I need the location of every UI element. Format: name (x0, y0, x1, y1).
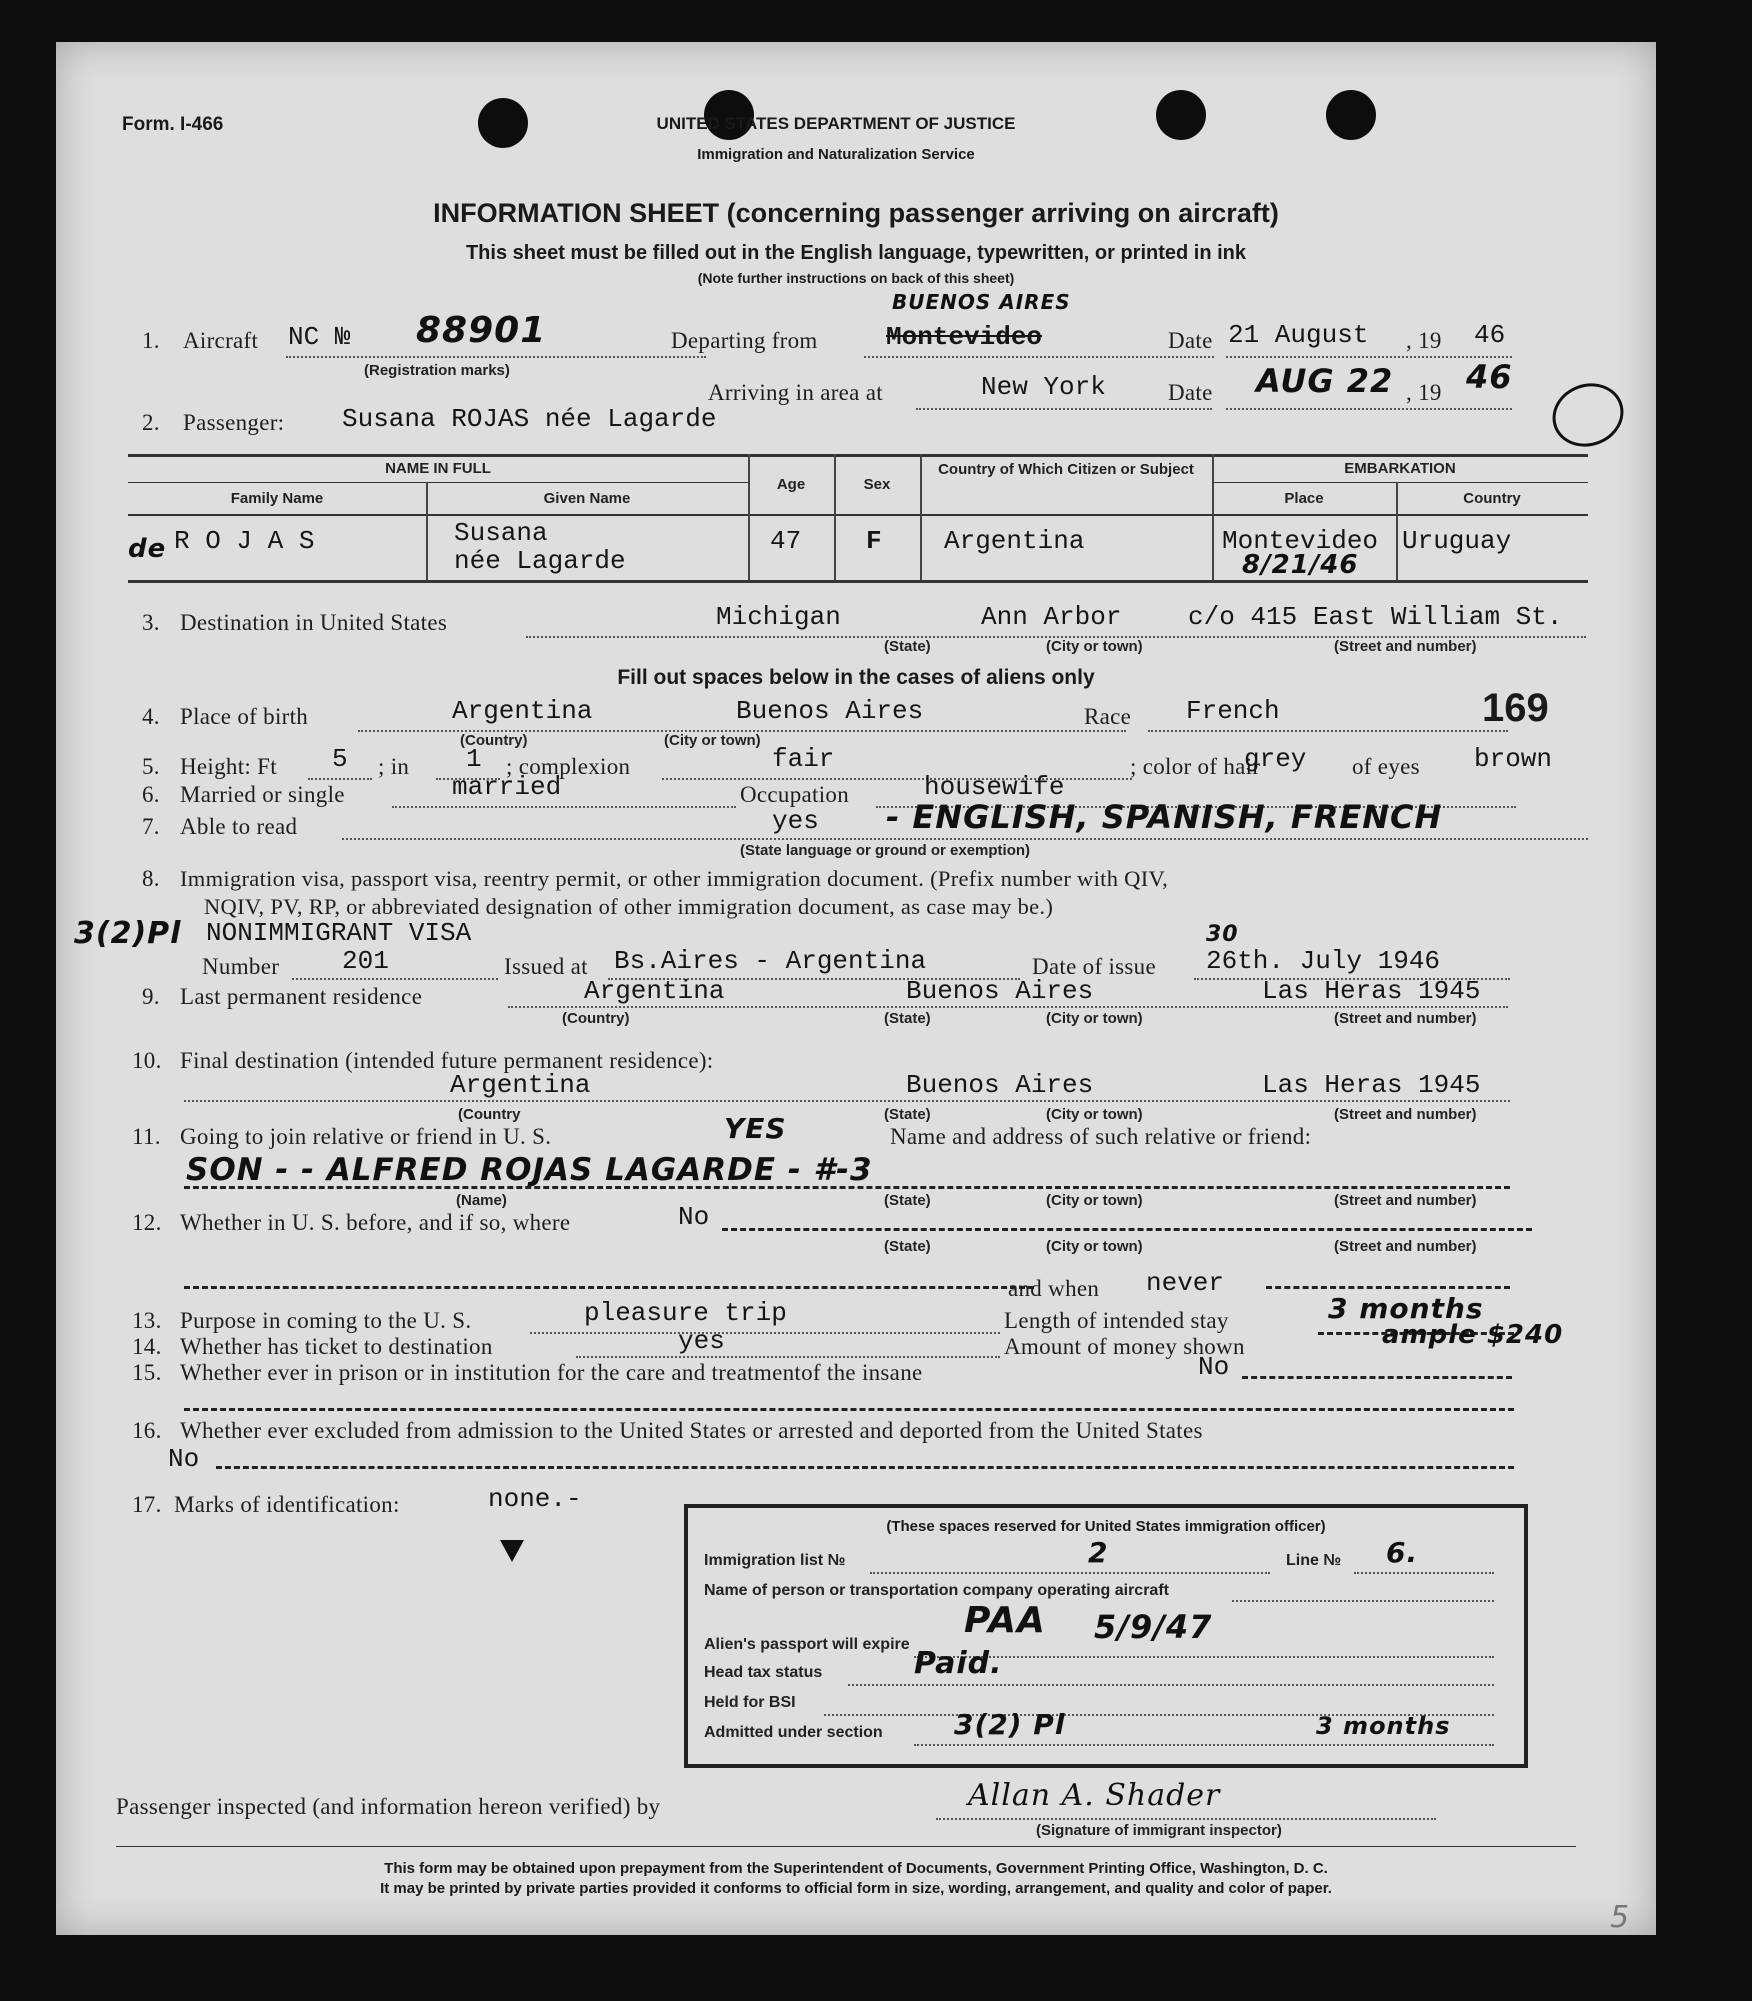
country-header: Country (1463, 490, 1521, 507)
destination-label: Destination in United States (180, 610, 448, 635)
line-number-line (1354, 1572, 1494, 1574)
excluded-line (216, 1466, 1514, 1469)
race-value: French (1186, 696, 1280, 726)
departing-label: Departing from (671, 328, 818, 353)
when-value: never (1146, 1268, 1225, 1298)
visa-number: 201 (342, 946, 389, 976)
immigration-list-line (870, 1572, 1270, 1574)
section-duration: 3 months (1316, 1712, 1451, 1740)
item12-number: 12. (132, 1210, 162, 1235)
line-number-value: 6. (1386, 1536, 1419, 1569)
signature-line (936, 1818, 1436, 1820)
head-tax-line (848, 1684, 1494, 1686)
issue-date-correction: 30 (1206, 922, 1239, 947)
year1-prefix: , 19 (1406, 328, 1442, 353)
when-line (1266, 1286, 1510, 1289)
item4-number: 4. (142, 704, 160, 729)
arrow-mark (500, 1540, 524, 1562)
prison-line (1242, 1376, 1512, 1379)
table-divider (748, 454, 750, 580)
destination-city-caption: (City or town) (1046, 638, 1143, 655)
sex-value: F (866, 526, 882, 556)
identification-value: none.- (488, 1484, 582, 1514)
final-country-caption: (Country (458, 1106, 521, 1123)
previous-visit-value: No (678, 1202, 710, 1232)
item14-number: 14. (132, 1334, 162, 1359)
when-label: and when (1008, 1276, 1100, 1301)
previous-visit-street-caption: (Street and number) (1334, 1238, 1477, 1255)
sex-header: Sex (863, 476, 891, 493)
registration-caption: (Registration marks) (364, 362, 510, 379)
departing-value: Montevideo (886, 322, 1043, 352)
year2-value: 46 (1466, 358, 1513, 396)
prison-label: Whether ever in prison or in institution for the care and treatmentof the insane (180, 1360, 923, 1385)
inches-label: ; in (378, 754, 410, 779)
name-in-full-header: NAME IN FULL (385, 460, 491, 477)
year2-prefix: , 19 (1406, 380, 1442, 405)
race-line (1148, 730, 1508, 732)
form-title: INFORMATION SHEET (concerning passenger arriving on aircraft) (433, 198, 1279, 228)
stay-label: Length of intended stay (1004, 1308, 1229, 1333)
stamp-number: 169 (1482, 686, 1549, 730)
section-value: 3(2) Pl (954, 1708, 1066, 1741)
final-city-caption: (City or town) (1046, 1106, 1143, 1123)
read-label: Able to read (180, 814, 298, 839)
year1-value: 46 (1474, 320, 1506, 350)
form-page (56, 42, 1656, 1935)
date1-value: 21 August (1228, 320, 1369, 350)
arriving-value: New York (981, 372, 1106, 402)
money-label: Amount of money shown (1004, 1334, 1245, 1359)
relative-line (184, 1186, 1510, 1189)
join-relative-label: Going to join relative or friend in U. S. (180, 1124, 552, 1149)
footer-line2: It may be printed by private parties provided it conforms to official form in size, wording, arrangement, and quality and color of paper. (380, 1880, 1332, 1897)
aircraft-label: Aircraft (183, 328, 259, 353)
height-label: Height: Ft (180, 754, 277, 779)
bsi-label: Held for BSI (704, 1694, 796, 1711)
departing-line (864, 356, 1214, 358)
eyes-value: brown (1474, 744, 1553, 774)
embarkation-rule (1212, 482, 1588, 483)
ticket-value: yes (678, 1326, 725, 1356)
issued-label: Issued at (504, 954, 588, 979)
item3-number: 3. (142, 610, 160, 635)
purpose-line (530, 1332, 1000, 1334)
birth-label: Place of birth (180, 704, 309, 729)
previous-visit-state-caption: (State) (884, 1238, 931, 1255)
section-line (914, 1744, 1494, 1746)
item9-number: 9. (142, 984, 160, 1009)
corner-page-number: 5 (1610, 1900, 1631, 1935)
relative-city-caption: (City or town) (1046, 1192, 1143, 1209)
officer-box-heading: (These spaces reserved for United States immigration officer) (886, 1518, 1326, 1535)
visa-margin-note: 3(2)Pl (74, 916, 182, 951)
family-prefix: de (128, 534, 167, 564)
item1-number: 1. (142, 328, 160, 353)
visa-number-label: Number (202, 954, 280, 979)
passenger-label: Passenger: (183, 410, 285, 435)
occupation-label: Occupation (740, 782, 850, 807)
table-header-rule (128, 514, 1588, 516)
officer-box (684, 1504, 1528, 1768)
destination-street-caption: (Street and number) (1334, 638, 1477, 655)
final-destination-label: Final destination (intended future permanent residence): (180, 1048, 714, 1073)
inspector-signature: Allan A. Shader (968, 1778, 1221, 1813)
marital-label: Married or single (180, 782, 345, 807)
ticket-line (576, 1356, 1000, 1358)
name-in-full-rule (128, 482, 748, 483)
citizen-header: Country of Which Citizen or Subject (938, 461, 1194, 478)
embarkation-header: EMBARKATION (1344, 460, 1456, 477)
service-name: Immigration and Naturalization Service (697, 146, 975, 163)
identification-label: Marks of identification: (174, 1492, 400, 1517)
item13-number: 13. (132, 1308, 162, 1333)
final-street-caption: (Street and number) (1334, 1106, 1477, 1123)
excluded-label: Whether ever excluded from admission to the United States or arrested and deported from the United States (180, 1418, 1203, 1443)
passport-expiry-value: 5/9/47 (1094, 1608, 1213, 1646)
birth-country: Argentina (452, 696, 593, 726)
aliens-heading: Fill out spaces below in the cases of aliens only (617, 666, 1095, 689)
aircraft-prefix: NC № (288, 322, 351, 352)
residence-state: Buenos Aires (906, 976, 1094, 1006)
marital-value: married (452, 772, 562, 802)
residence-country-caption: (Country) (562, 1010, 630, 1027)
embark-date-value: 8/21/46 (1242, 550, 1359, 580)
prison-value: No (1198, 1352, 1230, 1382)
item2-number: 2. (142, 410, 160, 435)
destination-street: c/o 415 East William St. (1188, 602, 1563, 632)
purpose-label: Purpose in coming to the U. S. (180, 1308, 472, 1333)
date1-label: Date (1168, 328, 1213, 353)
inspection-label: Passenger inspected (and information hereon verified) by (116, 1794, 661, 1819)
previous-visit-label: Whether in U. S. before, and if so, where (180, 1210, 571, 1235)
final-destination-line (184, 1100, 1510, 1102)
place-header: Place (1284, 490, 1324, 507)
final-state: Buenos Aires (906, 1070, 1094, 1100)
table-top-rule (128, 454, 1588, 457)
immigration-list-label: Immigration list № (704, 1552, 846, 1569)
residence-street: Las Heras 1945 (1262, 976, 1481, 1006)
item8-number: 8. (142, 866, 160, 891)
birth-country-caption: (Country) (460, 732, 528, 749)
destination-city: Ann Arbor (981, 602, 1122, 632)
age-value: 47 (770, 526, 802, 556)
feet-line (308, 778, 372, 780)
hair-value: grey (1244, 744, 1307, 774)
circle-mark (1544, 374, 1633, 457)
given-name-header: Given Name (543, 490, 631, 507)
money-value: ample $240 (1382, 1320, 1564, 1350)
item16-number: 16. (132, 1418, 162, 1443)
line-number-label: Line № (1286, 1552, 1342, 1569)
item7-number: 7. (142, 814, 160, 839)
relative-name-label: Name and address of such relative or friend: (890, 1124, 1312, 1149)
read-line (342, 838, 1588, 840)
issued-value: Bs.Aires - Argentina (614, 946, 927, 976)
final-country: Argentina (450, 1070, 591, 1100)
purpose-value: pleasure trip (584, 1298, 787, 1328)
date2-label: Date (1168, 380, 1213, 405)
join-relative-value: YES (724, 1112, 787, 1145)
table-divider (920, 454, 922, 580)
destination-state: Michigan (716, 602, 841, 632)
visa-number-line (292, 978, 498, 980)
punch-hole-far-right (1326, 90, 1376, 140)
footer-line1: This form may be obtained upon prepayment from the Superintendent of Documents, Government Printing Office, Washington, D. C. (384, 1860, 1328, 1877)
previous-visit-line2 (184, 1286, 1034, 1289)
date2-line (1226, 408, 1512, 410)
prison-line2 (184, 1408, 1514, 1411)
stay-value: 3 months (1328, 1292, 1484, 1325)
visa-doc-type: NONIMMIGRANT VISA (206, 918, 472, 948)
arriving-label: Arriving in area at (708, 380, 883, 405)
previous-visit-city-caption: (City or town) (1046, 1238, 1143, 1255)
date2-value: AUG 22 (1256, 362, 1394, 400)
birth-city-caption: (City or town) (664, 732, 761, 749)
form-note: (Note further instructions on back of this sheet) (697, 270, 1015, 286)
relative-street-caption: (Street and number) (1334, 1192, 1477, 1209)
relative-value: SON - - ALFRED ROJAS LAGARDE - #-3 (186, 1152, 873, 1188)
item8-text2: NQIV, PV, RP, or abbreviated designation of other immigration document, as case may be.) (204, 894, 1054, 919)
read-languages: - ENGLISH, SPANISH, FRENCH (886, 798, 1443, 836)
previous-visit-line (722, 1228, 1532, 1231)
form-subtitle: This sheet must be filled out in the English language, typewritten, or printed in ink (465, 242, 1247, 264)
item10-number: 10. (132, 1048, 162, 1073)
table-divider (834, 454, 836, 580)
item17-number: 17. (132, 1492, 162, 1517)
signature-caption: (Signature of immigrant inspector) (1036, 1822, 1282, 1839)
relative-name-caption: (Name) (456, 1192, 507, 1209)
residence-country: Argentina (584, 976, 725, 1006)
eyes-label: of eyes (1352, 754, 1420, 779)
punch-hole-left (478, 98, 528, 148)
residence-label: Last permanent residence (180, 984, 423, 1009)
hair-label: ; color of hair (1130, 754, 1261, 779)
ticket-label: Whether has ticket to destination (180, 1334, 493, 1359)
issue-date-label: Date of issue (1032, 954, 1156, 979)
passenger-value: Susana ROJAS née Lagarde (342, 404, 717, 434)
passport-expiry-label: Alien's passport will expire (704, 1636, 910, 1653)
citizen-value: Argentina (944, 526, 1085, 556)
footer-rule (116, 1846, 1576, 1847)
company-value: PAA (964, 1600, 1046, 1641)
aircraft-number: 88901 (416, 310, 547, 351)
head-tax-label: Head tax status (704, 1664, 823, 1681)
final-state-caption: (State) (884, 1106, 931, 1123)
residence-city-caption: (City or town) (1046, 1010, 1143, 1027)
residence-street-caption: (Street and number) (1334, 1010, 1477, 1027)
final-street: Las Heras 1945 (1262, 1070, 1481, 1100)
occupation-value: housewife (924, 772, 1065, 802)
issue-date-value: 26th. July 1946 (1206, 946, 1441, 976)
company-label: Name of person or transportation company operating aircraft (704, 1582, 1169, 1599)
race-label: Race (1084, 704, 1132, 729)
agency-name: UNITED STATES DEPARTMENT OF JUSTICE (656, 114, 1016, 133)
excluded-value: No (168, 1444, 200, 1474)
embark-country-value: Uruguay (1402, 526, 1512, 556)
punch-hole-right (1156, 90, 1206, 140)
item8-text1: Immigration visa, passport visa, reentry permit, or other immigration document. (Prefix number with QIV, (180, 866, 1169, 891)
complexion-label: ; complexion (506, 754, 631, 779)
item6-number: 6. (142, 782, 160, 807)
destination-state-caption: (State) (884, 638, 931, 655)
height-feet: 5 (332, 744, 348, 774)
form-number: Form. I-466 (122, 114, 224, 135)
marital-line (392, 806, 736, 808)
read-value: yes (772, 806, 819, 836)
immigration-list-value: 2 (1088, 1536, 1109, 1569)
residence-state-caption: (State) (884, 1010, 931, 1027)
aircraft-line (286, 356, 706, 358)
given-name-line1: Susana (454, 518, 548, 548)
item15-number: 15. (132, 1360, 162, 1385)
table-bottom-rule (128, 580, 1588, 583)
residence-line (508, 1006, 1508, 1008)
read-caption: (State language or ground or exemption) (740, 842, 1031, 859)
relative-state-caption: (State) (884, 1192, 931, 1209)
arriving-line (916, 408, 1212, 410)
item5-number: 5. (142, 754, 160, 779)
complexion-value: fair (772, 744, 835, 774)
embark-place-value: Montevideo (1222, 526, 1379, 556)
company-line (1232, 1600, 1494, 1602)
given-name-line2: née Lagarde (454, 546, 626, 576)
age-header: Age (776, 476, 806, 493)
item11-number: 11. (132, 1124, 161, 1149)
birth-city: Buenos Aires (736, 696, 924, 726)
head-tax-value: Paid. (914, 1646, 1003, 1681)
family-name-header: Family Name (230, 490, 324, 507)
section-label: Admitted under section (704, 1724, 883, 1741)
departing-correction: BUENOS AIRES (892, 290, 1071, 314)
family-name-value: R O J A S (174, 526, 315, 556)
height-inches: 1 (466, 744, 482, 774)
